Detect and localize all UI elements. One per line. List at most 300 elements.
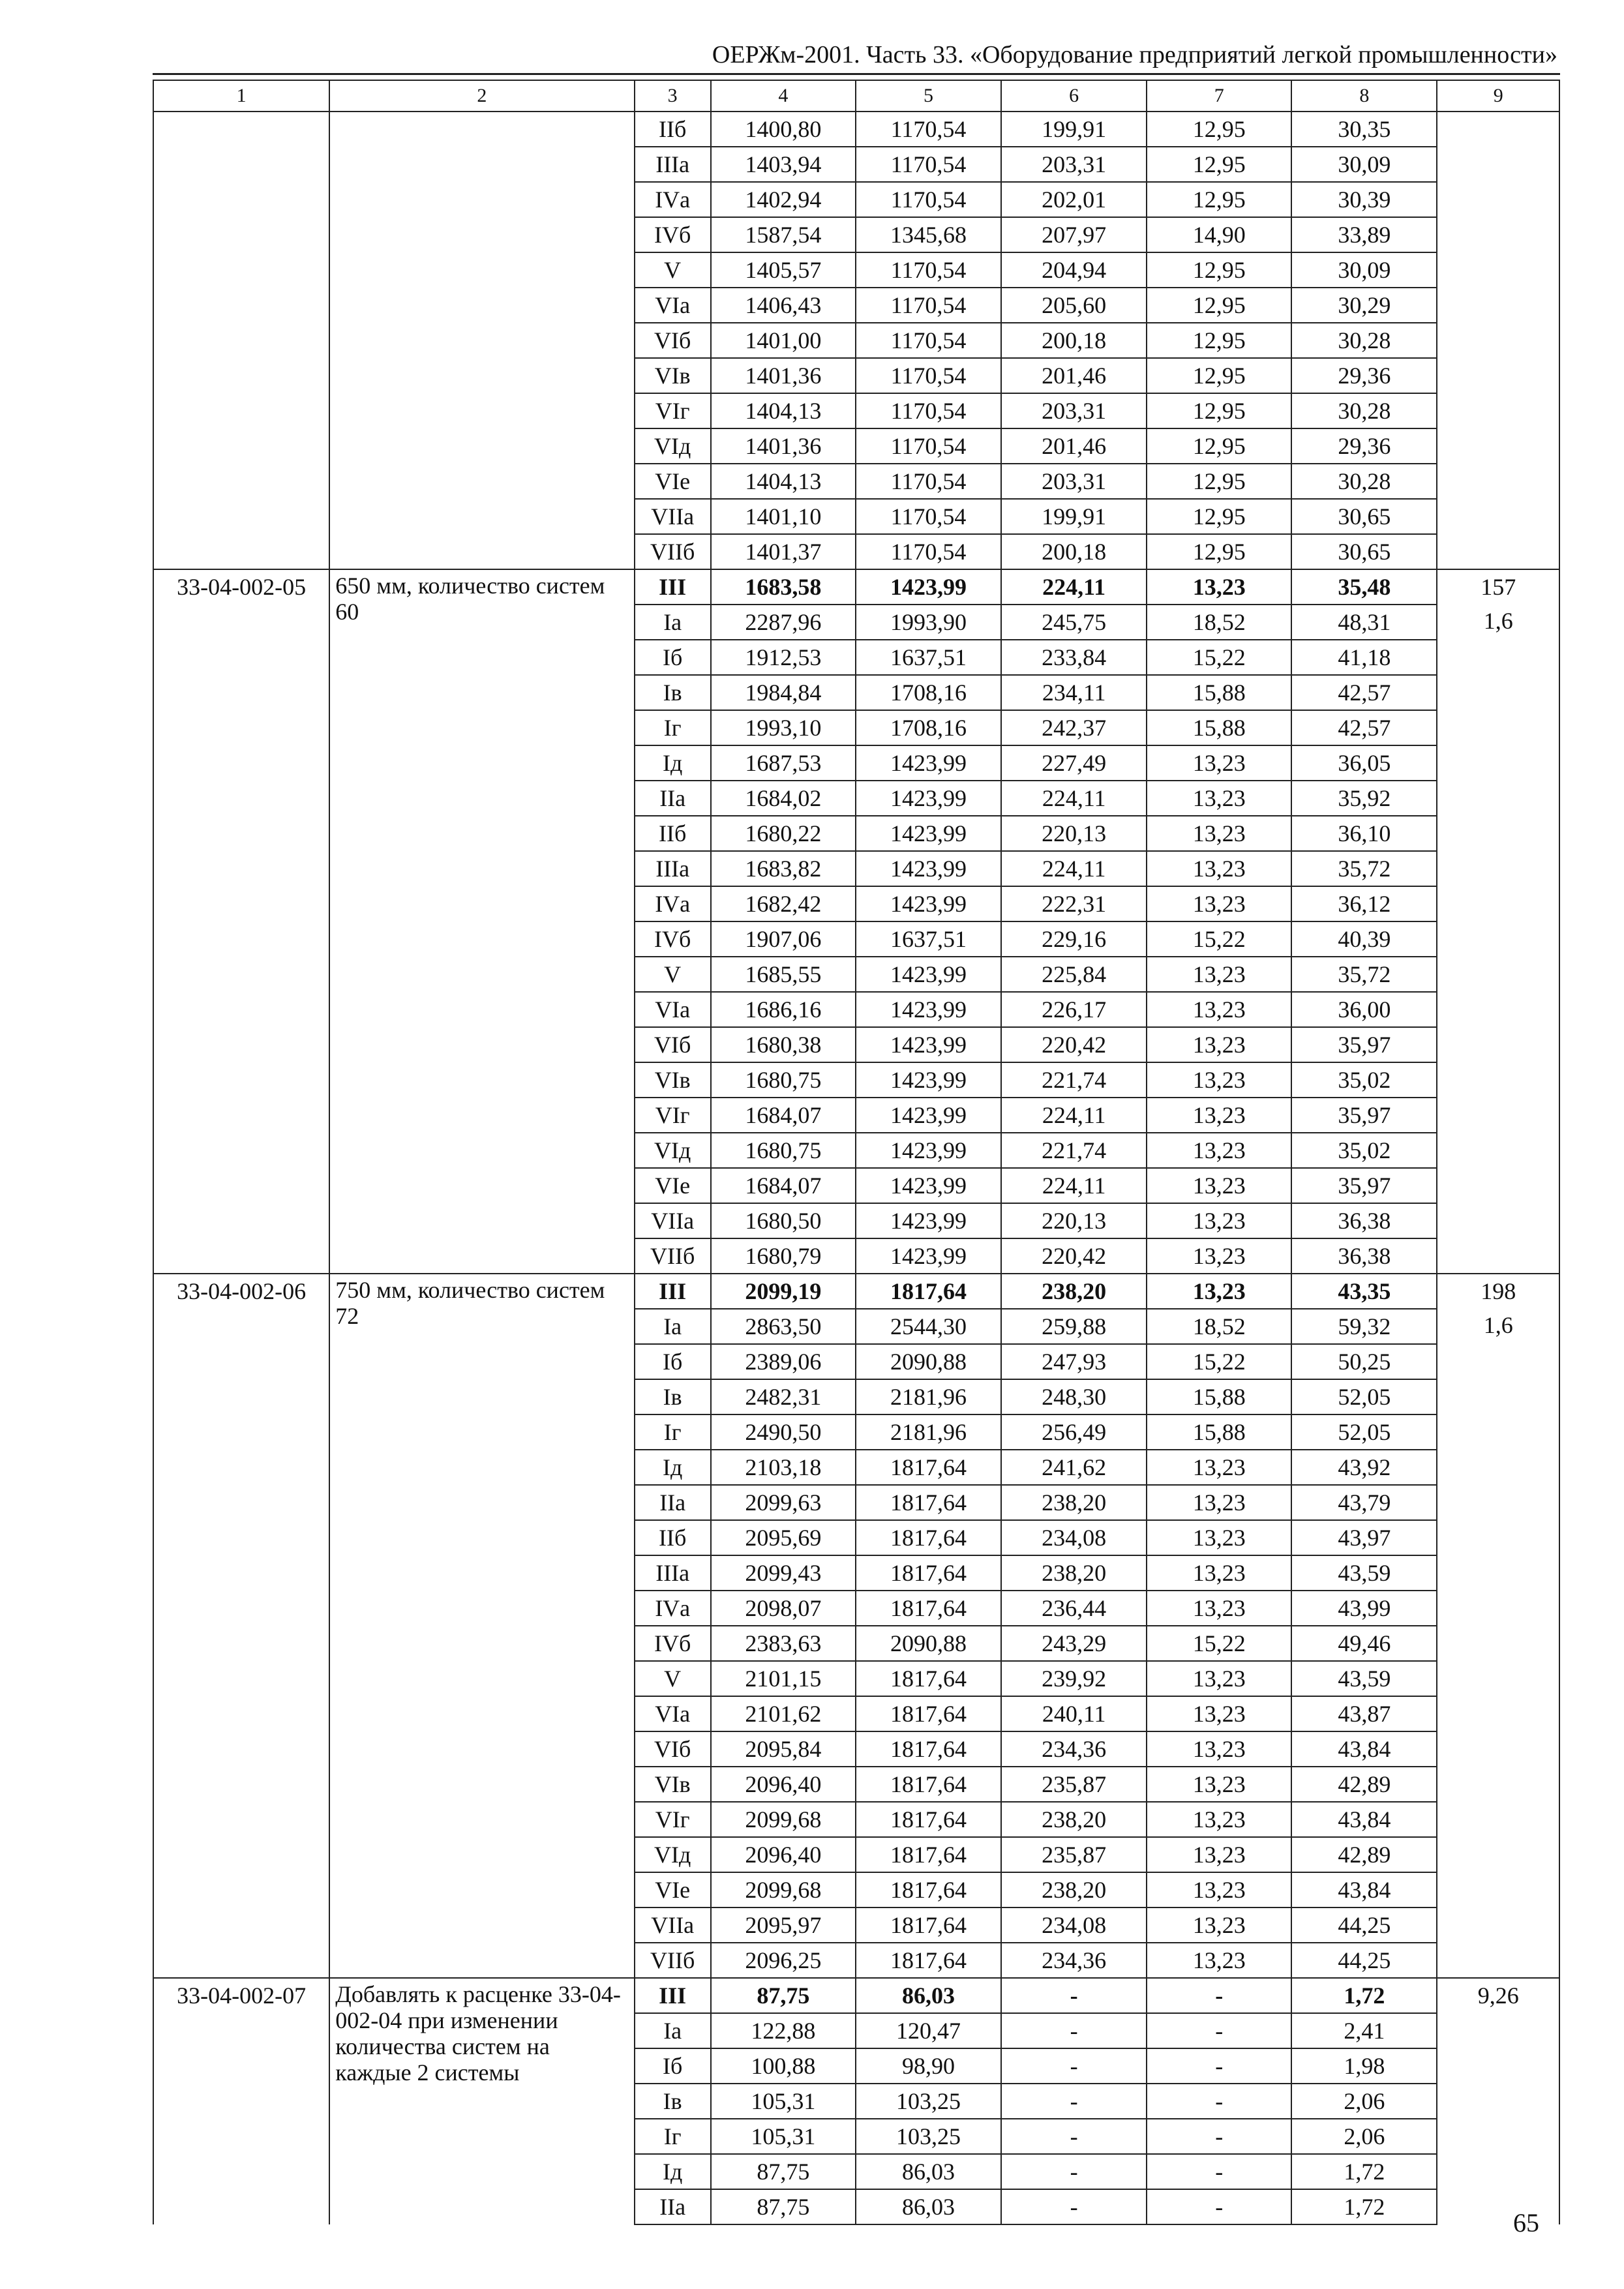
value-cell: 238,20 <box>1001 1274 1147 1309</box>
zone-cell: VIг <box>635 1098 711 1133</box>
value-cell: 225,84 <box>1001 957 1147 992</box>
value-cell: 1423,99 <box>856 781 1001 816</box>
value-cell: 1817,64 <box>856 1520 1001 1555</box>
value-cell: 1423,99 <box>856 1133 1001 1168</box>
value-cell: 49,46 <box>1291 1626 1437 1661</box>
value-cell: 42,89 <box>1291 1767 1437 1802</box>
value-cell: 203,31 <box>1001 464 1147 499</box>
value-cell: 2090,88 <box>856 1626 1001 1661</box>
value-cell: 18,52 <box>1147 1309 1291 1344</box>
column-number-row <box>153 80 1559 112</box>
value-cell: 1817,64 <box>856 1274 1001 1309</box>
value-cell: 1907,06 <box>711 921 856 957</box>
value-cell: - <box>1001 2048 1147 2084</box>
value-cell: 41,18 <box>1291 640 1437 675</box>
zone-cell: IIIа <box>635 147 711 182</box>
value-cell: 220,13 <box>1001 816 1147 851</box>
value-cell: 1423,99 <box>856 957 1001 992</box>
value-cell: 52,05 <box>1291 1414 1437 1450</box>
value-cell: 1817,64 <box>856 1943 1001 1978</box>
table-row <box>153 569 1559 605</box>
value-cell: 1423,99 <box>856 886 1001 921</box>
value-cell: 224,11 <box>1001 569 1147 605</box>
value-cell: 1680,75 <box>711 1133 856 1168</box>
zone-cell: IIIа <box>635 1555 711 1591</box>
zone-cell: Iб <box>635 2048 711 2084</box>
value-cell: 1685,55 <box>711 957 856 992</box>
value-cell: 13,23 <box>1147 1450 1291 1485</box>
value-cell: 15,22 <box>1147 1626 1291 1661</box>
value-cell: 202,01 <box>1001 182 1147 217</box>
zone-cell: VIб <box>635 1731 711 1767</box>
value-cell: 1170,54 <box>856 428 1001 464</box>
value-cell: 1423,99 <box>856 569 1001 605</box>
value-cell: 245,75 <box>1001 605 1147 640</box>
zone-cell: VIг <box>635 1802 711 1837</box>
rate-description: 750 мм, количество систем 72 <box>329 1274 634 1978</box>
zone-cell: VIе <box>635 1872 711 1908</box>
value-cell: 220,13 <box>1001 1203 1147 1238</box>
value-cell: 35,97 <box>1291 1027 1437 1062</box>
value-cell: 2096,25 <box>711 1943 856 1978</box>
table-row <box>153 1274 1559 1309</box>
value-cell: 247,93 <box>1001 1344 1147 1379</box>
zone-cell: VIв <box>635 1767 711 1802</box>
value-cell: 1170,54 <box>856 393 1001 428</box>
value-cell: 13,23 <box>1147 1274 1291 1309</box>
value-cell: 12,95 <box>1147 428 1291 464</box>
rate-code: 33-04-002-07 <box>153 1978 329 2224</box>
column-9-cell <box>1437 112 1559 569</box>
value-cell: 1345,68 <box>856 217 1001 252</box>
value-cell: 203,31 <box>1001 393 1147 428</box>
value-cell: 221,74 <box>1001 1133 1147 1168</box>
value-cell: - <box>1147 1978 1291 2013</box>
value-cell: 35,02 <box>1291 1062 1437 1098</box>
value-cell: 43,87 <box>1291 1696 1437 1731</box>
value-cell: 1404,13 <box>711 393 856 428</box>
value-cell: 1680,50 <box>711 1203 856 1238</box>
value-cell: 35,48 <box>1291 569 1437 605</box>
value-cell: 256,49 <box>1001 1414 1147 1450</box>
value-cell: - <box>1001 2154 1147 2189</box>
value-cell: 1684,07 <box>711 1168 856 1203</box>
value-cell: 239,92 <box>1001 1661 1147 1696</box>
value-cell: - <box>1147 2119 1291 2154</box>
value-cell: 50,25 <box>1291 1344 1437 1379</box>
value-cell: 43,59 <box>1291 1661 1437 1696</box>
column-number: 4 <box>711 80 856 112</box>
value-cell: 13,23 <box>1147 745 1291 781</box>
value-cell: 13,23 <box>1147 569 1291 605</box>
value-cell: 1817,64 <box>856 1591 1001 1626</box>
value-cell: 103,25 <box>856 2119 1001 2154</box>
value-cell: 13,23 <box>1147 1238 1291 1274</box>
zone-cell: Iб <box>635 640 711 675</box>
column-number: 9 <box>1437 80 1559 112</box>
value-cell: 1170,54 <box>856 534 1001 569</box>
value-cell: 1817,64 <box>856 1837 1001 1872</box>
value-cell: 2,06 <box>1291 2119 1437 2154</box>
value-cell: 1817,64 <box>856 1696 1001 1731</box>
value-cell: 222,31 <box>1001 886 1147 921</box>
zone-cell: VIIа <box>635 1908 711 1943</box>
value-cell: 1170,54 <box>856 464 1001 499</box>
value-cell: 207,97 <box>1001 217 1147 252</box>
value-cell: 199,91 <box>1001 112 1147 147</box>
value-cell: 1423,99 <box>856 992 1001 1027</box>
value-cell: 227,49 <box>1001 745 1147 781</box>
value-cell: - <box>1001 2189 1147 2224</box>
rate-description: 650 мм, количество систем 60 <box>329 569 634 1274</box>
value-cell: 1404,13 <box>711 464 856 499</box>
zone-cell: Iд <box>635 1450 711 1485</box>
value-cell: 13,23 <box>1147 1872 1291 1908</box>
zone-cell: IVб <box>635 1626 711 1661</box>
value-cell: 13,23 <box>1147 1661 1291 1696</box>
value-cell: 12,95 <box>1147 323 1291 358</box>
value-cell: 201,46 <box>1001 358 1147 393</box>
value-cell: 2482,31 <box>711 1379 856 1414</box>
value-cell: 229,16 <box>1001 921 1147 957</box>
value-cell: 241,62 <box>1001 1450 1147 1485</box>
value-cell: 224,11 <box>1001 781 1147 816</box>
zone-cell: Iа <box>635 1309 711 1344</box>
zone-cell: VIа <box>635 1696 711 1731</box>
value-cell: 30,39 <box>1291 182 1437 217</box>
value-cell: 243,29 <box>1001 1626 1147 1661</box>
zone-cell: VIIб <box>635 534 711 569</box>
value-cell: 234,08 <box>1001 1908 1147 1943</box>
value-cell: 13,23 <box>1147 1168 1291 1203</box>
value-cell: 12,95 <box>1147 534 1291 569</box>
value-cell: 35,72 <box>1291 851 1437 886</box>
zone-cell: III <box>635 569 711 605</box>
value-cell: 201,46 <box>1001 428 1147 464</box>
value-cell: 86,03 <box>856 1978 1001 2013</box>
value-cell: 43,99 <box>1291 1591 1437 1626</box>
value-cell: 1687,53 <box>711 745 856 781</box>
column-9-value: 157 <box>1481 574 1516 600</box>
value-cell: 30,29 <box>1291 288 1437 323</box>
value-cell: 1423,99 <box>856 745 1001 781</box>
value-cell: 2096,40 <box>711 1767 856 1802</box>
value-cell: 52,05 <box>1291 1379 1437 1414</box>
value-cell: 13,23 <box>1147 1485 1291 1520</box>
value-cell: 1170,54 <box>856 288 1001 323</box>
value-cell: 30,09 <box>1291 147 1437 182</box>
value-cell: 1680,75 <box>711 1062 856 1098</box>
zone-cell: VIд <box>635 428 711 464</box>
value-cell: 12,95 <box>1147 112 1291 147</box>
value-cell: 30,28 <box>1291 393 1437 428</box>
value-cell: 59,32 <box>1291 1309 1437 1344</box>
rate-code: 33-04-002-06 <box>153 1274 329 1978</box>
value-cell: 242,37 <box>1001 710 1147 745</box>
value-cell: 18,52 <box>1147 605 1291 640</box>
value-cell: 43,84 <box>1291 1872 1437 1908</box>
value-cell: 15,22 <box>1147 921 1291 957</box>
value-cell: 1170,54 <box>856 499 1001 534</box>
value-cell: 2544,30 <box>856 1309 1001 1344</box>
zone-cell: V <box>635 957 711 992</box>
zone-cell: VIг <box>635 393 711 428</box>
zone-cell: VIб <box>635 1027 711 1062</box>
value-cell: 13,23 <box>1147 1837 1291 1872</box>
value-cell: 1817,64 <box>856 1802 1001 1837</box>
value-cell: 13,23 <box>1147 1062 1291 1098</box>
value-cell: 48,31 <box>1291 605 1437 640</box>
value-cell: 13,23 <box>1147 1027 1291 1062</box>
column-9-value: 1,6 <box>1483 608 1513 634</box>
value-cell: 12,95 <box>1147 464 1291 499</box>
value-cell: 1170,54 <box>856 112 1001 147</box>
value-cell: 2099,43 <box>711 1555 856 1591</box>
value-cell: 13,23 <box>1147 1520 1291 1555</box>
value-cell: 13,23 <box>1147 992 1291 1027</box>
value-cell: 2287,96 <box>711 605 856 640</box>
value-cell: 1401,00 <box>711 323 856 358</box>
rate-description: Добавлять к расценке 33-04-002-04 при изменении количества систем на каждые 2 системы <box>329 1978 634 2224</box>
value-cell: 36,00 <box>1291 992 1437 1027</box>
value-cell: 30,28 <box>1291 464 1437 499</box>
value-cell: - <box>1147 2048 1291 2084</box>
column-9-value: 9,26 <box>1477 1982 1519 2009</box>
value-cell: 234,36 <box>1001 1731 1147 1767</box>
value-cell: 122,88 <box>711 2013 856 2048</box>
zone-cell: VIIб <box>635 1238 711 1274</box>
value-cell: 12,95 <box>1147 288 1291 323</box>
zone-cell: VIIб <box>635 1943 711 1978</box>
column-number: 2 <box>329 80 634 112</box>
value-cell: 12,95 <box>1147 393 1291 428</box>
value-cell: 105,31 <box>711 2119 856 2154</box>
value-cell: 238,20 <box>1001 1872 1147 1908</box>
column-number: 6 <box>1001 80 1147 112</box>
value-cell: 234,36 <box>1001 1943 1147 1978</box>
value-cell: 1401,36 <box>711 428 856 464</box>
value-cell: 1170,54 <box>856 147 1001 182</box>
value-cell: 238,20 <box>1001 1555 1147 1591</box>
value-cell: 204,94 <box>1001 252 1147 288</box>
zone-cell: Iа <box>635 2013 711 2048</box>
value-cell: 13,23 <box>1147 1591 1291 1626</box>
value-cell: 87,75 <box>711 2154 856 2189</box>
value-cell: 12,95 <box>1147 499 1291 534</box>
value-cell: 1912,53 <box>711 640 856 675</box>
value-cell: 1817,64 <box>856 1555 1001 1591</box>
value-cell: 1708,16 <box>856 675 1001 710</box>
value-cell: 13,23 <box>1147 1203 1291 1238</box>
value-cell: 1,72 <box>1291 2154 1437 2189</box>
value-cell: 234,08 <box>1001 1520 1147 1555</box>
value-cell: 13,23 <box>1147 781 1291 816</box>
value-cell: - <box>1147 2013 1291 2048</box>
value-cell: 13,23 <box>1147 1696 1291 1731</box>
value-cell: 15,88 <box>1147 1414 1291 1450</box>
value-cell: 1423,99 <box>856 851 1001 886</box>
value-cell: 1817,64 <box>856 1450 1001 1485</box>
zone-cell: Iг <box>635 2119 711 2154</box>
value-cell: 36,38 <box>1291 1203 1437 1238</box>
value-cell: 13,23 <box>1147 1731 1291 1767</box>
value-cell: 1817,64 <box>856 1908 1001 1943</box>
value-cell: 221,74 <box>1001 1062 1147 1098</box>
value-cell: 2,06 <box>1291 2084 1437 2119</box>
value-cell: 15,22 <box>1147 640 1291 675</box>
value-cell: 35,92 <box>1291 781 1437 816</box>
zone-cell: Iв <box>635 1379 711 1414</box>
zone-cell: IVа <box>635 1591 711 1626</box>
value-cell: 13,23 <box>1147 816 1291 851</box>
value-cell: 30,35 <box>1291 112 1437 147</box>
zone-cell: VIб <box>635 323 711 358</box>
value-cell: 1423,99 <box>856 1027 1001 1062</box>
value-cell: 35,02 <box>1291 1133 1437 1168</box>
value-cell: 36,38 <box>1291 1238 1437 1274</box>
value-cell: 1683,58 <box>711 569 856 605</box>
value-cell: 36,12 <box>1291 886 1437 921</box>
value-cell: 234,11 <box>1001 675 1147 710</box>
column-number: 8 <box>1291 80 1437 112</box>
value-cell: 36,10 <box>1291 816 1437 851</box>
value-cell: 1682,42 <box>711 886 856 921</box>
value-cell: 14,90 <box>1147 217 1291 252</box>
value-cell: 2389,06 <box>711 1344 856 1379</box>
value-cell: 1405,57 <box>711 252 856 288</box>
value-cell: 2099,68 <box>711 1802 856 1837</box>
zone-cell: Iд <box>635 745 711 781</box>
value-cell: 43,97 <box>1291 1520 1437 1555</box>
value-cell: 105,31 <box>711 2084 856 2119</box>
value-cell: 1423,99 <box>856 1062 1001 1098</box>
zone-cell: IIа <box>635 2189 711 2224</box>
value-cell: 1170,54 <box>856 323 1001 358</box>
value-cell: 1684,02 <box>711 781 856 816</box>
value-cell: 43,92 <box>1291 1450 1437 1485</box>
zone-cell: Iг <box>635 1414 711 1450</box>
zone-cell: IIIа <box>635 851 711 886</box>
value-cell: 226,17 <box>1001 992 1147 1027</box>
value-cell: 2098,07 <box>711 1591 856 1626</box>
value-cell: 1637,51 <box>856 921 1001 957</box>
value-cell: 29,36 <box>1291 358 1437 393</box>
value-cell: 15,22 <box>1147 1344 1291 1379</box>
value-cell: 12,95 <box>1147 182 1291 217</box>
value-cell: 13,23 <box>1147 1802 1291 1837</box>
value-cell: 43,84 <box>1291 1731 1437 1767</box>
zone-cell: Iб <box>635 1344 711 1379</box>
zone-cell: Iв <box>635 2084 711 2119</box>
value-cell: 235,87 <box>1001 1837 1147 1872</box>
value-cell: 2099,63 <box>711 1485 856 1520</box>
value-cell: 43,84 <box>1291 1802 1437 1837</box>
value-cell: 2383,63 <box>711 1626 856 1661</box>
value-cell: 1423,99 <box>856 816 1001 851</box>
value-cell: 35,97 <box>1291 1098 1437 1133</box>
zone-cell: III <box>635 1274 711 1309</box>
value-cell: 1993,10 <box>711 710 856 745</box>
value-cell: 2181,96 <box>856 1414 1001 1450</box>
zone-cell: IIб <box>635 816 711 851</box>
zone-cell: IVа <box>635 886 711 921</box>
value-cell: 238,20 <box>1001 1802 1147 1837</box>
value-cell: 1170,54 <box>856 358 1001 393</box>
value-cell: 1401,10 <box>711 499 856 534</box>
value-cell: - <box>1001 1978 1147 2013</box>
zone-cell: IIб <box>635 1520 711 1555</box>
value-cell: 29,36 <box>1291 428 1437 464</box>
value-cell: 40,39 <box>1291 921 1437 957</box>
value-cell: 240,11 <box>1001 1696 1147 1731</box>
value-cell: 2490,50 <box>711 1414 856 1450</box>
value-cell: 235,87 <box>1001 1767 1147 1802</box>
value-cell: 248,30 <box>1001 1379 1147 1414</box>
value-cell: 1817,64 <box>856 1872 1001 1908</box>
value-cell: 35,72 <box>1291 957 1437 992</box>
column-9-value: 1,6 <box>1483 1312 1513 1338</box>
zone-cell: VIIа <box>635 1203 711 1238</box>
value-cell: 13,23 <box>1147 957 1291 992</box>
value-cell: 30,65 <box>1291 534 1437 569</box>
column-number: 1 <box>153 80 329 112</box>
value-cell: 98,90 <box>856 2048 1001 2084</box>
value-cell: 1817,64 <box>856 1661 1001 1696</box>
value-cell: 30,65 <box>1291 499 1437 534</box>
value-cell: 13,23 <box>1147 851 1291 886</box>
table-body <box>153 112 1559 2224</box>
zone-cell: VIе <box>635 1168 711 1203</box>
value-cell: 36,05 <box>1291 745 1437 781</box>
value-cell: 1,98 <box>1291 2048 1437 2084</box>
value-cell: 86,03 <box>856 2154 1001 2189</box>
zone-cell: Iа <box>635 605 711 640</box>
value-cell: 2099,19 <box>711 1274 856 1309</box>
value-cell: 43,79 <box>1291 1485 1437 1520</box>
zone-cell: III <box>635 1978 711 2013</box>
zone-cell: Iд <box>635 2154 711 2189</box>
value-cell: 30,09 <box>1291 252 1437 288</box>
header-divider <box>153 73 1560 75</box>
zone-cell: VIIа <box>635 499 711 534</box>
value-cell: 42,89 <box>1291 1837 1437 1872</box>
value-cell: 87,75 <box>711 1978 856 2013</box>
value-cell: 13,23 <box>1147 1908 1291 1943</box>
value-cell: 12,95 <box>1147 252 1291 288</box>
value-cell: 120,47 <box>856 2013 1001 2048</box>
value-cell: 2101,62 <box>711 1696 856 1731</box>
value-cell: 13,23 <box>1147 1098 1291 1133</box>
value-cell: 205,60 <box>1001 288 1147 323</box>
value-cell: 1817,64 <box>856 1485 1001 1520</box>
value-cell: 1817,64 <box>856 1731 1001 1767</box>
column-number: 7 <box>1147 80 1291 112</box>
rate-description <box>329 112 634 569</box>
value-cell: 1,72 <box>1291 1978 1437 2013</box>
value-cell: 13,23 <box>1147 1555 1291 1591</box>
table-row <box>153 112 1559 147</box>
value-cell: 238,20 <box>1001 1485 1147 1520</box>
value-cell: 42,57 <box>1291 675 1437 710</box>
column-9-value: 198 <box>1481 1278 1516 1304</box>
zone-cell: Iг <box>635 710 711 745</box>
zone-cell: IIа <box>635 781 711 816</box>
value-cell: 43,35 <box>1291 1274 1437 1309</box>
value-cell: - <box>1001 2119 1147 2154</box>
value-cell: 43,59 <box>1291 1555 1437 1591</box>
value-cell: 224,11 <box>1001 851 1147 886</box>
zone-cell: IVа <box>635 182 711 217</box>
